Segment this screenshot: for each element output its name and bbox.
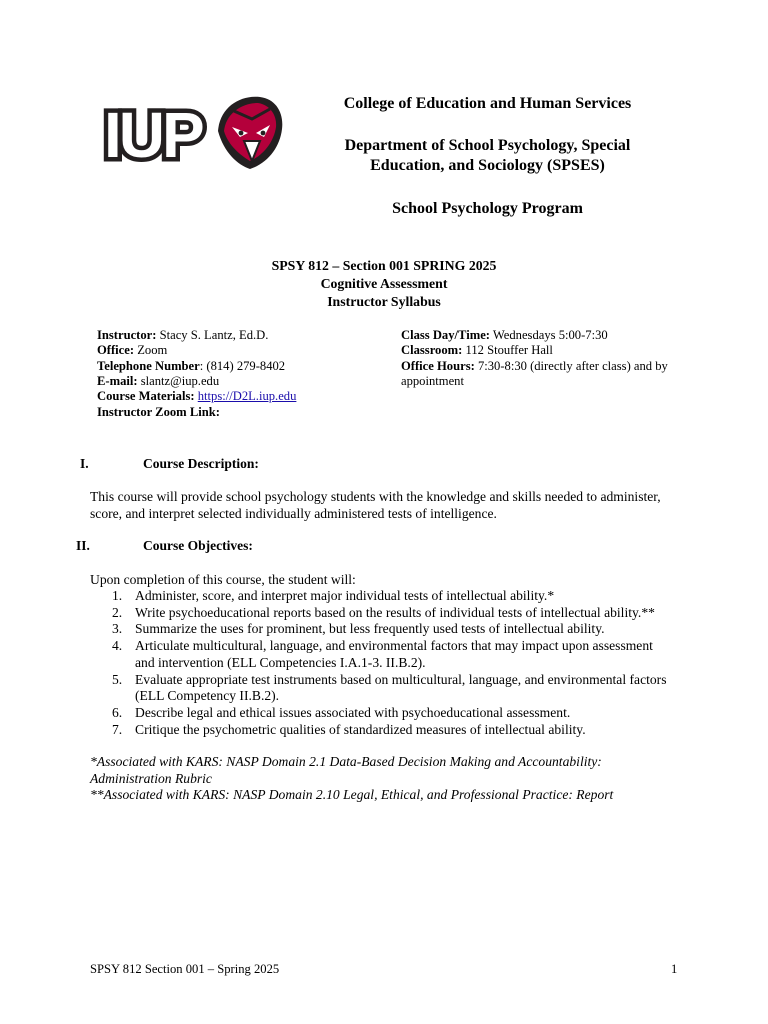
section1-number: I. — [80, 456, 89, 471]
instructor-info — [97, 328, 397, 420]
class-day-row — [401, 328, 701, 343]
phone-row — [97, 359, 397, 374]
office-label: Office: — [97, 343, 135, 358]
email-label: E-mail: — [97, 374, 138, 389]
objective-number: 1. — [112, 588, 123, 603]
section2-heading: Course Objectives: — [143, 538, 253, 553]
class-info — [401, 328, 701, 389]
objective-item — [90, 672, 730, 705]
kars-note-line: **Associated with KARS: NASP Domain 2.10 Legal, Ethical, and Professional Practice: Report — [90, 787, 614, 803]
objective-text: Evaluate appropriate test instruments based on multicultural, language, and environmental factors — [135, 671, 667, 687]
instructor-row — [97, 328, 397, 343]
kars-note-line: *Associated with KARS: NASP Domain 2.1 Data-Based Decision Making and Accountability: — [90, 754, 602, 769]
objective-item — [90, 605, 730, 622]
section1-heading: Course Description: — [143, 456, 259, 471]
objective-text: Describe legal and ethical issues associated with psychoeducational assessment. — [135, 705, 571, 721]
class-day-value: Wednesdays 5:00-7:30 — [489, 328, 608, 342]
objective-text: (ELL Competency II.B.2). — [135, 688, 280, 704]
syllabus-title: Instructor Syllabus — [327, 294, 441, 309]
objective-item — [90, 705, 730, 722]
course-description — [90, 489, 730, 522]
objectives-intro: Upon completion of this course, the student will: — [90, 572, 356, 587]
office-value: Zoom — [134, 343, 168, 358]
classroom-row — [401, 343, 701, 358]
phone-label: Telephone Number — [97, 358, 200, 373]
zoom-link-label: Instructor Zoom Link: — [97, 404, 220, 419]
materials-row — [97, 389, 397, 404]
department-name-line1: Department of School Psychology, Special — [344, 137, 631, 154]
objective-text: Articulate multicultural, language, and environmental factors that may impact upon assessment — [135, 638, 653, 654]
office-row — [97, 343, 397, 358]
instructor-value: Stacy S. Lantz, Ed.D. — [156, 328, 269, 342]
zoom-row — [97, 405, 397, 420]
college-name: College of Education and Human Services — [343, 95, 632, 112]
objective-text: Write psychoeducational reports based on the results of individual tests of intellectual ability.** — [135, 604, 655, 620]
objective-text: Administer, score, and interpret major individual tests of intellectual ability.* — [135, 588, 555, 603]
course-code: SPSY 812 – Section 001 SPRING 2025 — [271, 258, 497, 273]
classroom-value: 112 Stouffer Hall — [462, 343, 553, 358]
objective-number: 7. — [112, 721, 123, 737]
office-hours-row — [401, 359, 701, 374]
iup-logo-graphic — [100, 91, 286, 173]
iup-logo — [100, 91, 286, 173]
office-hours-value: 7:30-8:30 (directly after class) and by — [474, 358, 668, 373]
objective-item — [90, 621, 730, 638]
objective-number: 3. — [112, 621, 123, 637]
objective-item — [90, 638, 730, 671]
office-hours-label: Office Hours: — [401, 358, 475, 373]
kars-note-line: Administration Rubric — [90, 770, 212, 786]
kars-notes — [90, 754, 730, 804]
classroom-label: Classroom: — [401, 343, 463, 358]
objective-item — [90, 588, 730, 605]
section2-number: II. — [76, 538, 90, 553]
course-description-line: score, and interpret selected individually administered tests of intelligence. — [90, 505, 497, 521]
page-number: 1 — [671, 962, 678, 976]
objective-text: and intervention (ELL Competencies I.A.1-3. II.B.2). — [135, 654, 426, 670]
objective-number: 6. — [112, 705, 123, 721]
email-row — [97, 374, 397, 389]
department-name-line2: Education, and Sociology (SPSES) — [370, 157, 605, 174]
phone-value: : (814) 279-8402 — [199, 358, 286, 373]
class-day-label: Class Day/Time: — [401, 328, 490, 342]
office-hours-row-cont — [401, 374, 701, 389]
materials-label: Course Materials: — [97, 389, 195, 404]
course-description-line: This course will provide school psychology students with the knowledge and skills needed to administer, — [90, 489, 661, 504]
logo-text: IUP — [104, 99, 202, 171]
office-hours-value-cont: appointment — [401, 374, 464, 389]
objective-number: 5. — [112, 671, 123, 687]
objectives-list — [90, 588, 730, 738]
objective-number: 2. — [112, 604, 123, 620]
course-name: Cognitive Assessment — [320, 276, 448, 291]
hawk-mascot-icon — [218, 97, 282, 169]
objective-text: Summarize the uses for prominent, but less frequently used tests of intellectual ability. — [135, 621, 605, 637]
objective-item — [90, 722, 730, 739]
objective-number: 4. — [112, 638, 123, 654]
footer-course: SPSY 812 Section 001 – Spring 2025 — [90, 962, 280, 976]
instructor-label: Instructor: — [97, 328, 157, 342]
objective-text: Critique the psychometric qualities of standardized measures of intellectual ability. — [135, 721, 586, 737]
email-value: slantz@iup.edu — [137, 374, 220, 389]
course-materials-link[interactable]: https://D2L.iup.edu — [197, 389, 297, 404]
program-name: School Psychology Program — [392, 200, 583, 217]
